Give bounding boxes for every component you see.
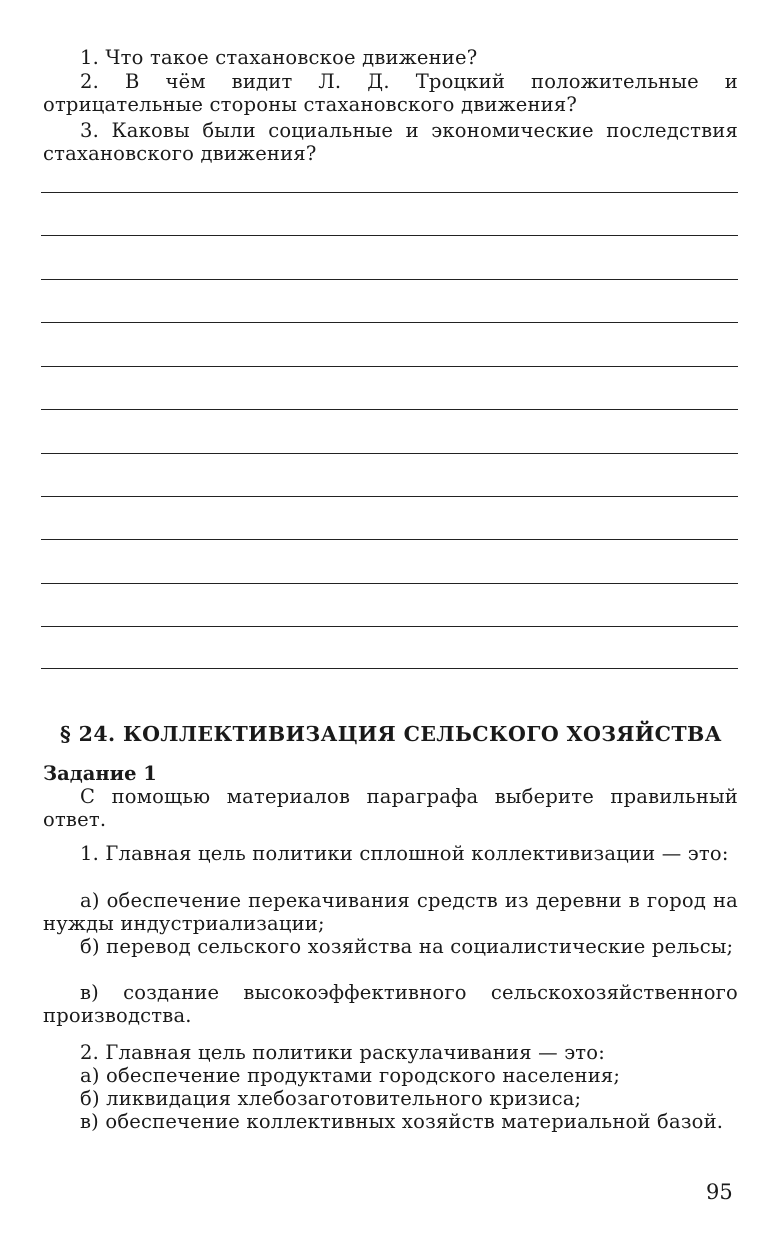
item-2-option-c: в) обеспечение коллективных хозяйств материальной базой. [80, 1110, 724, 1133]
item-2-question: 2. Главная цель политики раскулачивания — это: [80, 1041, 606, 1064]
answer-line[interactable] [41, 539, 738, 540]
answer-line[interactable] [41, 322, 738, 323]
answer-line[interactable] [41, 583, 738, 584]
item-1-option-a: а) обеспечение перекачивания средств из деревни в город на нужды индустриализации; [43, 889, 738, 935]
answer-line[interactable] [41, 668, 738, 669]
answer-line[interactable] [41, 626, 738, 627]
answer-line[interactable] [41, 279, 738, 280]
item-1-question: 1. Главная цель политики сплошной коллективизации — это: [80, 842, 729, 865]
question-2: 2. В чём видит Л. Д. Троцкий положительные и отрицательные стороны стахановского движения? [43, 70, 738, 116]
item-2-option-b: б) ликвидация хлебозаготовительного кризиса; [80, 1087, 582, 1110]
question-1: 1. Что такое стахановское движение? [80, 46, 478, 69]
answer-line[interactable] [41, 453, 738, 454]
section-heading: § 24. КОЛЛЕКТИВИЗАЦИЯ СЕЛЬСКОГО ХОЗЯЙСТВА [60, 722, 722, 746]
answer-line[interactable] [41, 235, 738, 236]
answer-line[interactable] [41, 366, 738, 367]
item-1-option-b: б) перевод сельского хозяйства на социалистические рельсы; [80, 935, 734, 958]
answer-line[interactable] [41, 409, 738, 410]
answer-line[interactable] [41, 496, 738, 497]
answer-line[interactable] [41, 192, 738, 193]
question-3: 3. Каковы были социальные и экономические последствия стахановского движения? [43, 119, 738, 165]
task-title: Задание 1 [43, 762, 157, 785]
page-number: 95 [706, 1180, 733, 1204]
task-instruction: С помощью материалов параграфа выберите правильный ответ. [43, 785, 738, 831]
item-1-option-c: в) создание высокоэффективного сельскохозяйственного производства. [43, 981, 738, 1027]
item-2-option-a: а) обеспечение продуктами городского населения; [80, 1064, 621, 1087]
